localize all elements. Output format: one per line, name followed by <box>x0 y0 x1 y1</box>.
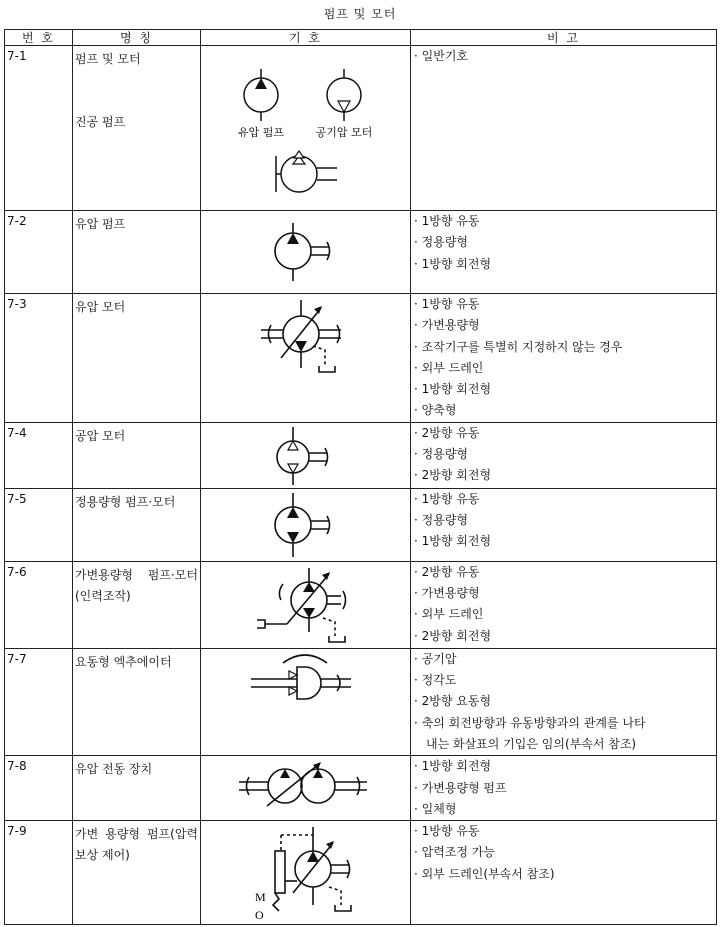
symbol-cell <box>201 294 411 423</box>
note-line-continued: 내는 화살표의 기입은 임의(부속서 참조) <box>426 736 637 751</box>
note-cell <box>411 46 717 211</box>
row-number: 7-5 <box>5 488 73 561</box>
note-line: · 1방향 유동 <box>414 824 480 839</box>
table-row <box>5 561 717 648</box>
note-line: · 2방향 회전형 <box>414 628 492 643</box>
note-line: · 축의 회전방향과 유동방향과의 관계를 나타 <box>414 715 646 730</box>
row-number: 7-3 <box>5 294 73 423</box>
table-row <box>5 648 717 755</box>
note-line: · 외부 드레인 <box>414 360 484 375</box>
note-line: · 외부 드레인 <box>414 607 484 622</box>
row-name: 가변 용량형 펌프(압력보상 제어) <box>73 821 201 925</box>
note-cell <box>411 294 717 423</box>
note-line: · 1방향 유동 <box>414 214 480 228</box>
note-cell <box>411 756 717 821</box>
table-row <box>5 294 717 423</box>
note-line: · 1방향 회전형 <box>414 759 492 774</box>
note-line: · 2방향 유동 <box>414 425 480 440</box>
note-line: · 가변용량형 펌프 <box>414 780 507 795</box>
note-cell <box>411 648 717 755</box>
table-row <box>5 756 717 821</box>
row-name-text: 펌프 및 모터 <box>75 52 141 66</box>
note-line: · 1방향 유동 <box>414 491 480 506</box>
label-m: M <box>255 890 266 905</box>
note-line: · 공기압 <box>414 651 457 666</box>
row-name: 유압 모터 <box>73 294 201 423</box>
note-line: · 2방향 요동형 <box>414 694 492 709</box>
note-line: · 1방향 회전형 <box>414 382 492 397</box>
note-line: · 양축형 <box>414 403 457 418</box>
symbol-cell <box>201 756 411 821</box>
note-line: · 정용량형 <box>414 513 468 528</box>
note-line: · 조작기구를 특별히 지정하지 않는 경우 <box>414 339 623 354</box>
note-line: · 외부 드레인(부속서 참조) <box>414 866 555 881</box>
header-row <box>5 30 717 46</box>
variable-pump-pressure-compensated-symbol <box>201 821 411 925</box>
symbol-cell <box>201 211 411 294</box>
row-number: 7-9 <box>5 821 73 925</box>
symbol-cell <box>201 648 411 755</box>
row-name <box>73 46 201 211</box>
note-line: · 2방향 유동 <box>414 564 480 579</box>
symbol-cell <box>201 488 411 561</box>
symbol-cell <box>201 422 411 488</box>
caption-pneumatic-motor: 공기압 모터 <box>315 126 373 139</box>
row-name: 가변용량형 펌프·모터(인력조작) <box>73 561 201 648</box>
note-line: · 2방향 회전형 <box>414 468 492 483</box>
rotary-actuator-symbol <box>201 649 411 752</box>
row-number: 7-6 <box>5 561 73 648</box>
row-number: 7-4 <box>5 422 73 488</box>
hydraulic-pump-symbol <box>201 211 411 294</box>
note-line: · 일반기호 <box>414 49 468 63</box>
symbol-cell <box>201 821 411 925</box>
note-cell <box>411 422 717 488</box>
note-line: · 일체형 <box>414 801 457 816</box>
row-number: 7-8 <box>5 756 73 821</box>
page-title: 펌프 및 모터 <box>323 7 397 21</box>
table-row <box>5 488 717 561</box>
note-line: · 압력조정 가능 <box>414 845 495 860</box>
header-no: 번 호 <box>5 30 73 46</box>
note-line: · 1방향 회전형 <box>414 256 492 271</box>
pneumatic-motor-symbol <box>201 423 411 489</box>
row-name: 유압 펌프 <box>73 211 201 294</box>
row-name: 요동형 엑추에이터 <box>73 648 201 755</box>
hydraulic-transmission-symbol <box>201 756 411 817</box>
note-line: · 1방향 유동 <box>414 297 480 311</box>
table-row <box>5 422 717 488</box>
header-note: 비 고 <box>411 30 717 46</box>
note-line: · 가변용량형 <box>414 318 480 333</box>
label-o: O <box>255 908 264 923</box>
pump-motor-general-symbol <box>201 46 411 211</box>
row-name: 유압 전동 장치 <box>73 756 201 821</box>
fixed-pump-motor-symbol <box>201 489 411 562</box>
note-line: · 정용량형 <box>414 447 468 462</box>
note-cell <box>411 821 717 925</box>
row-name: 정용량형 펌프·모터 <box>73 488 201 561</box>
note-line: · 정각도 <box>414 673 457 688</box>
symbol-cell <box>201 561 411 648</box>
note-cell <box>411 488 717 561</box>
header-name: 명 칭 <box>73 30 201 46</box>
caption-hydraulic-pump: 유압 펌프 <box>237 126 285 139</box>
variable-pump-motor-symbol <box>201 562 411 649</box>
header-symbol: 기 호 <box>201 30 411 46</box>
row-name-sub: 진공 펌프 <box>75 115 126 129</box>
note-cell <box>411 561 717 648</box>
note-cell <box>411 211 717 294</box>
row-number: 7-2 <box>5 211 73 294</box>
note-line: · 정용량형 <box>414 235 468 250</box>
table-row <box>5 46 717 211</box>
row-number: 7-7 <box>5 648 73 755</box>
symbol-cell <box>201 46 411 211</box>
row-name: 공압 모터 <box>73 422 201 488</box>
note-line: · 가변용량형 <box>414 586 480 601</box>
hydraulic-motor-symbol <box>201 294 411 421</box>
row-number: 7-1 <box>5 46 73 211</box>
table-row <box>5 821 717 925</box>
symbol-table <box>4 29 717 925</box>
note-line: · 1방향 회전형 <box>414 534 492 549</box>
table-row <box>5 211 717 294</box>
